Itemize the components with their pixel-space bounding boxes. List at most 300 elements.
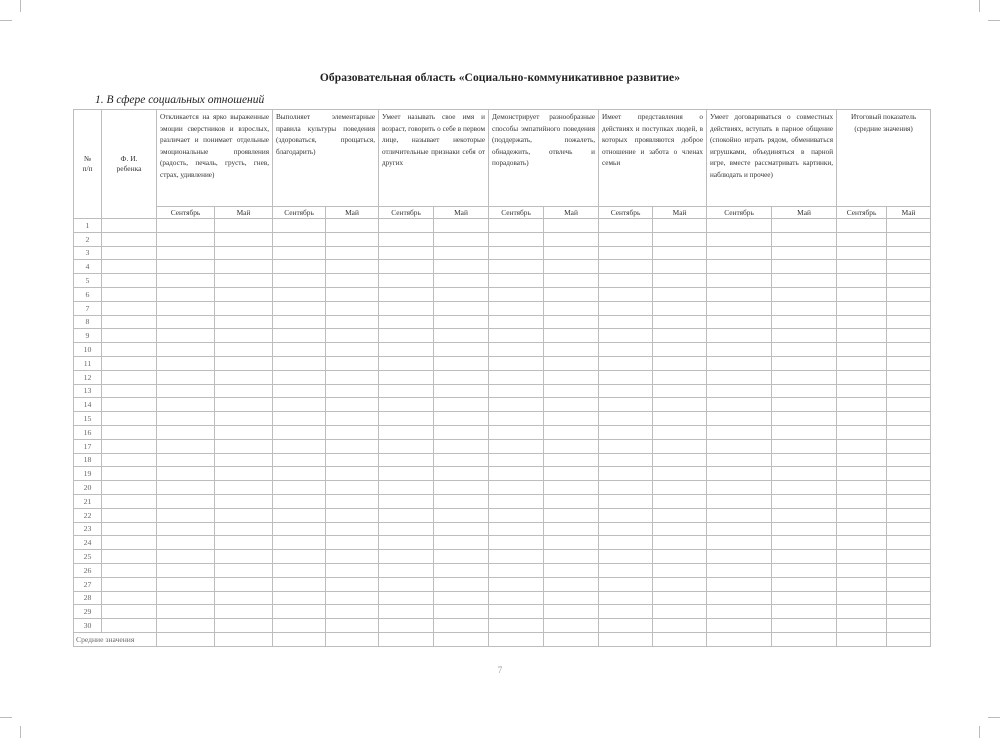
score-cell[interactable] (707, 219, 772, 233)
score-cell[interactable] (157, 370, 215, 384)
score-cell[interactable] (273, 536, 326, 550)
score-cell[interactable] (326, 232, 379, 246)
score-cell[interactable] (544, 260, 599, 274)
score-cell[interactable] (772, 260, 837, 274)
score-cell[interactable] (489, 577, 544, 591)
score-cell[interactable] (273, 550, 326, 564)
score-cell[interactable] (707, 398, 772, 412)
score-cell[interactable] (157, 260, 215, 274)
score-cell[interactable] (379, 329, 434, 343)
score-cell[interactable] (215, 232, 273, 246)
score-cell[interactable] (599, 329, 653, 343)
score-cell[interactable] (434, 274, 489, 288)
score-cell[interactable] (772, 439, 837, 453)
score-cell[interactable] (707, 439, 772, 453)
score-cell[interactable] (215, 439, 273, 453)
score-cell[interactable] (544, 467, 599, 481)
score-cell[interactable] (887, 370, 931, 384)
score-cell[interactable] (489, 384, 544, 398)
score-cell[interactable] (157, 398, 215, 412)
score-cell[interactable] (273, 274, 326, 288)
score-cell[interactable] (326, 591, 379, 605)
score-cell[interactable] (653, 343, 707, 357)
score-cell[interactable] (434, 329, 489, 343)
score-cell[interactable] (772, 232, 837, 246)
score-cell[interactable] (434, 301, 489, 315)
score-cell[interactable] (544, 605, 599, 619)
score-cell[interactable] (599, 591, 653, 605)
score-cell[interactable] (544, 494, 599, 508)
name-cell[interactable] (102, 425, 157, 439)
score-cell[interactable] (887, 453, 931, 467)
score-cell[interactable] (434, 343, 489, 357)
score-cell[interactable] (837, 315, 887, 329)
score-cell[interactable] (273, 619, 326, 633)
name-cell[interactable] (102, 329, 157, 343)
name-cell[interactable] (102, 301, 157, 315)
score-cell[interactable] (707, 591, 772, 605)
score-cell[interactable] (273, 356, 326, 370)
score-cell[interactable] (434, 522, 489, 536)
score-cell[interactable] (772, 563, 837, 577)
name-cell[interactable] (102, 315, 157, 329)
score-cell[interactable] (215, 508, 273, 522)
score-cell[interactable] (837, 494, 887, 508)
score-cell[interactable] (157, 356, 215, 370)
score-cell[interactable] (887, 467, 931, 481)
score-cell[interactable] (273, 577, 326, 591)
score-cell[interactable] (772, 301, 837, 315)
score-cell[interactable] (837, 398, 887, 412)
score-cell[interactable] (489, 260, 544, 274)
score-cell[interactable] (772, 315, 837, 329)
score-cell[interactable] (326, 274, 379, 288)
score-cell[interactable] (887, 605, 931, 619)
score-cell[interactable] (772, 274, 837, 288)
score-cell[interactable] (326, 494, 379, 508)
score-cell[interactable] (434, 439, 489, 453)
score-cell[interactable] (544, 522, 599, 536)
score-cell[interactable] (157, 494, 215, 508)
score-cell[interactable] (544, 398, 599, 412)
score-cell[interactable] (544, 219, 599, 233)
score-cell[interactable] (887, 329, 931, 343)
score-cell[interactable] (273, 439, 326, 453)
score-cell[interactable] (379, 619, 434, 633)
score-cell[interactable] (157, 508, 215, 522)
score-cell[interactable] (837, 591, 887, 605)
score-cell[interactable] (157, 522, 215, 536)
score-cell[interactable] (837, 439, 887, 453)
score-cell[interactable] (215, 398, 273, 412)
score-cell[interactable] (434, 605, 489, 619)
score-cell[interactable] (544, 246, 599, 260)
score-cell[interactable] (157, 605, 215, 619)
score-cell[interactable] (489, 619, 544, 633)
score-cell[interactable] (707, 329, 772, 343)
score-cell[interactable] (544, 453, 599, 467)
score-cell[interactable] (434, 481, 489, 495)
score-cell[interactable] (653, 536, 707, 550)
score-cell[interactable] (379, 315, 434, 329)
score-cell[interactable] (544, 315, 599, 329)
score-cell[interactable] (379, 425, 434, 439)
score-cell[interactable] (653, 384, 707, 398)
score-cell[interactable] (326, 329, 379, 343)
score-cell[interactable] (837, 425, 887, 439)
score-cell[interactable] (379, 453, 434, 467)
score-cell[interactable] (489, 453, 544, 467)
score-cell[interactable] (326, 260, 379, 274)
score-cell[interactable] (379, 439, 434, 453)
score-cell[interactable] (707, 522, 772, 536)
score-cell[interactable] (215, 425, 273, 439)
score-cell[interactable] (215, 522, 273, 536)
score-cell[interactable] (772, 494, 837, 508)
score-cell[interactable] (326, 425, 379, 439)
score-cell[interactable] (599, 260, 653, 274)
score-cell[interactable] (434, 577, 489, 591)
score-cell[interactable] (653, 246, 707, 260)
score-cell[interactable] (887, 315, 931, 329)
score-cell[interactable] (326, 287, 379, 301)
score-cell[interactable] (379, 398, 434, 412)
score-cell[interactable] (379, 219, 434, 233)
score-cell[interactable] (157, 591, 215, 605)
score-cell[interactable] (489, 370, 544, 384)
score-cell[interactable] (273, 453, 326, 467)
score-cell[interactable] (379, 274, 434, 288)
score-cell[interactable] (157, 287, 215, 301)
score-cell[interactable] (837, 287, 887, 301)
score-cell[interactable] (326, 439, 379, 453)
score-cell[interactable] (434, 467, 489, 481)
score-cell[interactable] (326, 577, 379, 591)
score-cell[interactable] (273, 467, 326, 481)
score-cell[interactable] (653, 577, 707, 591)
score-cell[interactable] (887, 412, 931, 426)
name-cell[interactable] (102, 370, 157, 384)
score-cell[interactable] (489, 246, 544, 260)
score-cell[interactable] (157, 315, 215, 329)
score-cell[interactable] (653, 301, 707, 315)
score-cell[interactable] (707, 605, 772, 619)
score-cell[interactable] (379, 343, 434, 357)
score-cell[interactable] (707, 232, 772, 246)
name-cell[interactable] (102, 260, 157, 274)
score-cell[interactable] (599, 384, 653, 398)
score-cell[interactable] (157, 329, 215, 343)
score-cell[interactable] (434, 287, 489, 301)
score-cell[interactable] (379, 577, 434, 591)
score-cell[interactable] (599, 412, 653, 426)
score-cell[interactable] (707, 274, 772, 288)
score-cell[interactable] (887, 577, 931, 591)
score-cell[interactable] (215, 412, 273, 426)
score-cell[interactable] (544, 619, 599, 633)
score-cell[interactable] (157, 232, 215, 246)
score-cell[interactable] (544, 343, 599, 357)
score-cell[interactable] (599, 274, 653, 288)
score-cell[interactable] (707, 425, 772, 439)
score-cell[interactable] (215, 329, 273, 343)
name-cell[interactable] (102, 481, 157, 495)
name-cell[interactable] (102, 343, 157, 357)
score-cell[interactable] (215, 619, 273, 633)
score-cell[interactable] (887, 274, 931, 288)
score-cell[interactable] (772, 522, 837, 536)
score-cell[interactable] (157, 412, 215, 426)
score-cell[interactable] (653, 370, 707, 384)
score-cell[interactable] (544, 577, 599, 591)
score-cell[interactable] (273, 508, 326, 522)
score-cell[interactable] (544, 481, 599, 495)
score-cell[interactable] (379, 536, 434, 550)
score-cell[interactable] (599, 219, 653, 233)
score-cell[interactable] (707, 453, 772, 467)
score-cell[interactable] (707, 467, 772, 481)
average-cell[interactable] (273, 632, 326, 646)
score-cell[interactable] (489, 398, 544, 412)
score-cell[interactable] (599, 536, 653, 550)
score-cell[interactable] (887, 301, 931, 315)
score-cell[interactable] (599, 439, 653, 453)
score-cell[interactable] (215, 494, 273, 508)
score-cell[interactable] (707, 536, 772, 550)
score-cell[interactable] (837, 550, 887, 564)
score-cell[interactable] (707, 563, 772, 577)
score-cell[interactable] (653, 219, 707, 233)
score-cell[interactable] (772, 398, 837, 412)
score-cell[interactable] (653, 287, 707, 301)
score-cell[interactable] (215, 343, 273, 357)
score-cell[interactable] (326, 356, 379, 370)
score-cell[interactable] (157, 219, 215, 233)
score-cell[interactable] (544, 412, 599, 426)
score-cell[interactable] (887, 246, 931, 260)
score-cell[interactable] (379, 550, 434, 564)
name-cell[interactable] (102, 591, 157, 605)
score-cell[interactable] (837, 453, 887, 467)
score-cell[interactable] (215, 605, 273, 619)
score-cell[interactable] (273, 481, 326, 495)
average-cell[interactable] (772, 632, 837, 646)
score-cell[interactable] (772, 287, 837, 301)
average-cell[interactable] (157, 632, 215, 646)
name-cell[interactable] (102, 232, 157, 246)
score-cell[interactable] (379, 232, 434, 246)
score-cell[interactable] (326, 219, 379, 233)
score-cell[interactable] (326, 522, 379, 536)
score-cell[interactable] (837, 619, 887, 633)
score-cell[interactable] (434, 563, 489, 577)
score-cell[interactable] (157, 619, 215, 633)
score-cell[interactable] (434, 356, 489, 370)
score-cell[interactable] (887, 343, 931, 357)
score-cell[interactable] (887, 494, 931, 508)
name-cell[interactable] (102, 467, 157, 481)
score-cell[interactable] (544, 301, 599, 315)
score-cell[interactable] (379, 301, 434, 315)
score-cell[interactable] (772, 508, 837, 522)
score-cell[interactable] (599, 356, 653, 370)
average-cell[interactable] (326, 632, 379, 646)
score-cell[interactable] (326, 536, 379, 550)
score-cell[interactable] (489, 232, 544, 246)
score-cell[interactable] (489, 425, 544, 439)
score-cell[interactable] (887, 550, 931, 564)
score-cell[interactable] (434, 550, 489, 564)
score-cell[interactable] (772, 536, 837, 550)
score-cell[interactable] (379, 260, 434, 274)
score-cell[interactable] (653, 398, 707, 412)
score-cell[interactable] (273, 425, 326, 439)
score-cell[interactable] (273, 246, 326, 260)
name-cell[interactable] (102, 550, 157, 564)
score-cell[interactable] (653, 329, 707, 343)
score-cell[interactable] (157, 453, 215, 467)
score-cell[interactable] (273, 219, 326, 233)
name-cell[interactable] (102, 398, 157, 412)
score-cell[interactable] (707, 577, 772, 591)
score-cell[interactable] (707, 412, 772, 426)
score-cell[interactable] (326, 550, 379, 564)
score-cell[interactable] (326, 605, 379, 619)
score-cell[interactable] (707, 370, 772, 384)
score-cell[interactable] (837, 343, 887, 357)
score-cell[interactable] (653, 425, 707, 439)
score-cell[interactable] (434, 315, 489, 329)
name-cell[interactable] (102, 453, 157, 467)
score-cell[interactable] (434, 219, 489, 233)
average-cell[interactable] (837, 632, 887, 646)
score-cell[interactable] (489, 301, 544, 315)
score-cell[interactable] (653, 494, 707, 508)
score-cell[interactable] (434, 425, 489, 439)
score-cell[interactable] (544, 329, 599, 343)
score-cell[interactable] (837, 467, 887, 481)
score-cell[interactable] (273, 301, 326, 315)
score-cell[interactable] (599, 619, 653, 633)
score-cell[interactable] (157, 481, 215, 495)
score-cell[interactable] (887, 398, 931, 412)
score-cell[interactable] (544, 232, 599, 246)
score-cell[interactable] (273, 287, 326, 301)
name-cell[interactable] (102, 563, 157, 577)
score-cell[interactable] (837, 246, 887, 260)
score-cell[interactable] (653, 412, 707, 426)
average-cell[interactable] (379, 632, 434, 646)
average-cell[interactable] (489, 632, 544, 646)
score-cell[interactable] (157, 384, 215, 398)
score-cell[interactable] (434, 398, 489, 412)
score-cell[interactable] (837, 301, 887, 315)
score-cell[interactable] (887, 219, 931, 233)
score-cell[interactable] (215, 315, 273, 329)
score-cell[interactable] (215, 550, 273, 564)
name-cell[interactable] (102, 246, 157, 260)
score-cell[interactable] (273, 370, 326, 384)
score-cell[interactable] (215, 287, 273, 301)
score-cell[interactable] (215, 536, 273, 550)
score-cell[interactable] (544, 356, 599, 370)
score-cell[interactable] (379, 605, 434, 619)
score-cell[interactable] (887, 591, 931, 605)
name-cell[interactable] (102, 522, 157, 536)
score-cell[interactable] (326, 370, 379, 384)
score-cell[interactable] (273, 232, 326, 246)
score-cell[interactable] (837, 536, 887, 550)
score-cell[interactable] (489, 274, 544, 288)
score-cell[interactable] (326, 481, 379, 495)
score-cell[interactable] (772, 619, 837, 633)
score-cell[interactable] (599, 577, 653, 591)
name-cell[interactable] (102, 219, 157, 233)
score-cell[interactable] (215, 481, 273, 495)
score-cell[interactable] (326, 301, 379, 315)
score-cell[interactable] (837, 481, 887, 495)
score-cell[interactable] (215, 577, 273, 591)
score-cell[interactable] (489, 219, 544, 233)
score-cell[interactable] (489, 329, 544, 343)
score-cell[interactable] (772, 550, 837, 564)
score-cell[interactable] (489, 563, 544, 577)
score-cell[interactable] (707, 287, 772, 301)
score-cell[interactable] (599, 246, 653, 260)
score-cell[interactable] (887, 481, 931, 495)
score-cell[interactable] (707, 550, 772, 564)
score-cell[interactable] (434, 591, 489, 605)
score-cell[interactable] (489, 591, 544, 605)
score-cell[interactable] (489, 550, 544, 564)
score-cell[interactable] (215, 467, 273, 481)
score-cell[interactable] (707, 494, 772, 508)
score-cell[interactable] (157, 563, 215, 577)
score-cell[interactable] (707, 315, 772, 329)
score-cell[interactable] (772, 370, 837, 384)
name-cell[interactable] (102, 412, 157, 426)
score-cell[interactable] (157, 536, 215, 550)
score-cell[interactable] (326, 619, 379, 633)
score-cell[interactable] (653, 563, 707, 577)
score-cell[interactable] (157, 274, 215, 288)
score-cell[interactable] (489, 536, 544, 550)
score-cell[interactable] (707, 301, 772, 315)
score-cell[interactable] (772, 384, 837, 398)
score-cell[interactable] (215, 384, 273, 398)
score-cell[interactable] (273, 398, 326, 412)
score-cell[interactable] (434, 453, 489, 467)
score-cell[interactable] (653, 356, 707, 370)
score-cell[interactable] (157, 301, 215, 315)
score-cell[interactable] (544, 439, 599, 453)
score-cell[interactable] (215, 453, 273, 467)
average-cell[interactable] (599, 632, 653, 646)
score-cell[interactable] (489, 315, 544, 329)
score-cell[interactable] (707, 260, 772, 274)
score-cell[interactable] (887, 287, 931, 301)
score-cell[interactable] (157, 343, 215, 357)
score-cell[interactable] (707, 384, 772, 398)
score-cell[interactable] (379, 384, 434, 398)
score-cell[interactable] (599, 301, 653, 315)
score-cell[interactable] (326, 412, 379, 426)
score-cell[interactable] (772, 481, 837, 495)
score-cell[interactable] (434, 536, 489, 550)
average-cell[interactable] (653, 632, 707, 646)
score-cell[interactable] (273, 329, 326, 343)
score-cell[interactable] (215, 563, 273, 577)
